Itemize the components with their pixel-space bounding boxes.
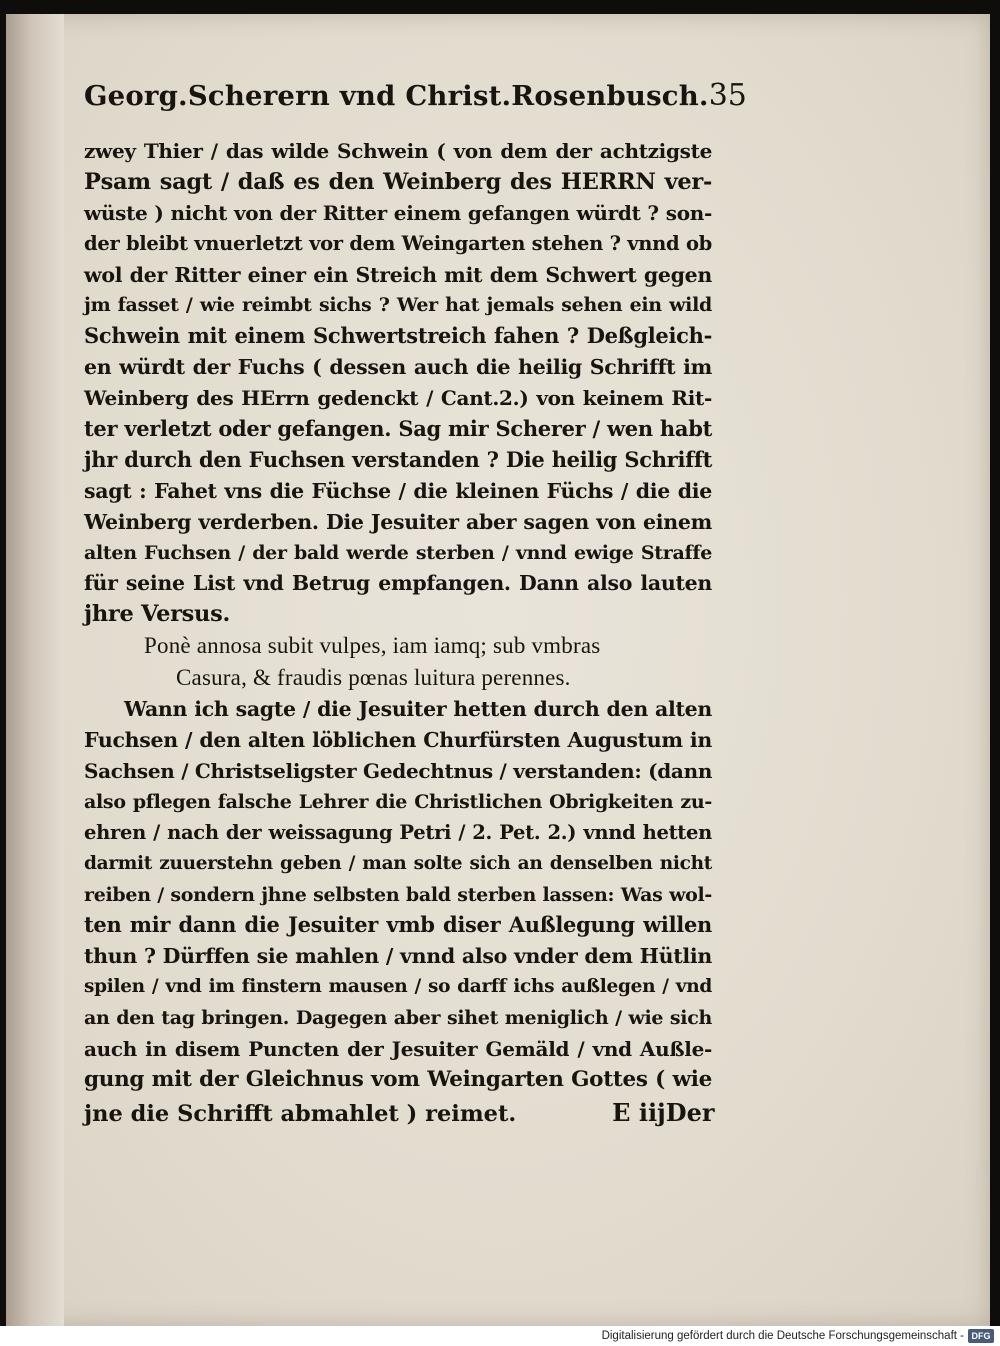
text-line: reiben / sondern jhne selbsten bald sterben lassen: Was wol- xyxy=(84,883,712,906)
text-line: für seine List vnd Betrug empfangen. Dann also lauten xyxy=(84,571,712,596)
text-line: Weinberg des HErrn gedenckt / Cant.2.) von keinem Rit- xyxy=(84,386,712,411)
text-line: an den tag bringen. Dagegen aber sihet meniglich / wie sich xyxy=(84,1007,712,1030)
page-text-block xyxy=(84,78,747,1130)
text-line: also pflegen falsche Lehrer die Christlichen Obrigkeiten zu- xyxy=(84,790,712,813)
page-number: 35 xyxy=(708,78,747,113)
credit-text: Digitalisierung gefördert durch die Deutsche Forschungsgemeinschaft - xyxy=(601,1330,964,1342)
text-line: der bleibt vnuerletzt vor dem Weingarten stehen ? vnnd ob xyxy=(84,231,712,255)
book-page xyxy=(6,14,990,1326)
text-line: sagt : Fahet vns die Füchse / die kleinen Füchs / die die xyxy=(84,478,712,503)
text-line: zwey Thier / das wilde Schwein ( von dem der achtzigste xyxy=(84,139,712,163)
text-line: thun ? Dürffen sie mahlen / vnnd also vnder dem Hütlin xyxy=(84,944,712,969)
page-binding-shadow xyxy=(6,14,64,1326)
dfg-logo-icon: DFG xyxy=(968,1329,994,1343)
text-line: Sachsen / Christseligster Gedechtnus / verstanden: (dann xyxy=(84,759,713,784)
text-line: jne die Schrifft abmahlet ) reimet. xyxy=(84,1100,517,1127)
text-line: ten mir dann die Jesuiter vmb diser Außlegung willen xyxy=(84,912,712,938)
text-line: Fuchsen / den alten löblichen Churfürsten Augustum in xyxy=(84,728,712,753)
text-line: Psam sagt / daß es den Weinberg des HERRN ver- xyxy=(84,168,712,195)
text-line: jhr durch den Fuchsen verstanden ? Die heilig Schrifft xyxy=(84,446,712,472)
text-line: alten Fuchsen / der bald werde sterben / vnnd ewige Straffe xyxy=(84,541,712,564)
text-line: auch in disem Puncten der Jesuiter Gemäld / vnd Außle- xyxy=(84,1037,712,1062)
text-line: wüste ) nicht von der Ritter einem gefangen würdt ? son- xyxy=(84,200,712,225)
text-line: ter verletzt oder gefangen. Sag mir Scherer / wen habt xyxy=(84,416,712,442)
text-line: jm fasset / wie reimbt sichs ? Wer hat jemals sehen ein wild xyxy=(84,294,712,317)
text-line: gung mit der Gleichnus vom Weingarten Gottes ( wie xyxy=(84,1066,712,1092)
running-head: Georg.Scherern vnd Christ.Rosenbusch. xyxy=(84,80,709,112)
page-header xyxy=(84,78,747,136)
last-line-with-signature xyxy=(84,1096,715,1130)
text-line: spilen / vnd im finstern mausen / so darff ichs außlegen / vnd xyxy=(84,976,712,998)
body-text xyxy=(84,136,715,1130)
text-line: Wann ich sagte / die Jesuiter hetten durch den alten xyxy=(124,697,712,722)
text-line: wol der Ritter einer ein Streich mit dem Schwert gegen xyxy=(84,262,712,287)
text-line: Weinberg verderben. Die Jesuiter aber sagen von einem xyxy=(84,509,712,534)
text-line: ehren / nach der weissagung Petri / 2. Pet. 2.) vnnd hetten xyxy=(84,820,712,844)
latin-verse-line: Ponè annosa subit vulpes, iam iamq; sub vmbras xyxy=(144,633,601,659)
catchword: Der xyxy=(665,1097,715,1127)
text-line: Schwein mit einem Schwertstreich fahen ? Deßgleich- xyxy=(84,323,712,349)
text-line: jhre Versus. xyxy=(84,601,230,628)
digitization-credit-bar xyxy=(0,1326,1000,1346)
signature-mark: E iij xyxy=(612,1097,666,1127)
text-line: en würdt der Fuchs ( dessen auch die heilig Schrifft im xyxy=(84,355,712,380)
latin-verse-line: Casura, & fraudis pœnas luitura perennes. xyxy=(176,665,571,691)
text-line: darmit zuuerstehn geben / man solte sich an denselben nicht xyxy=(84,852,712,874)
